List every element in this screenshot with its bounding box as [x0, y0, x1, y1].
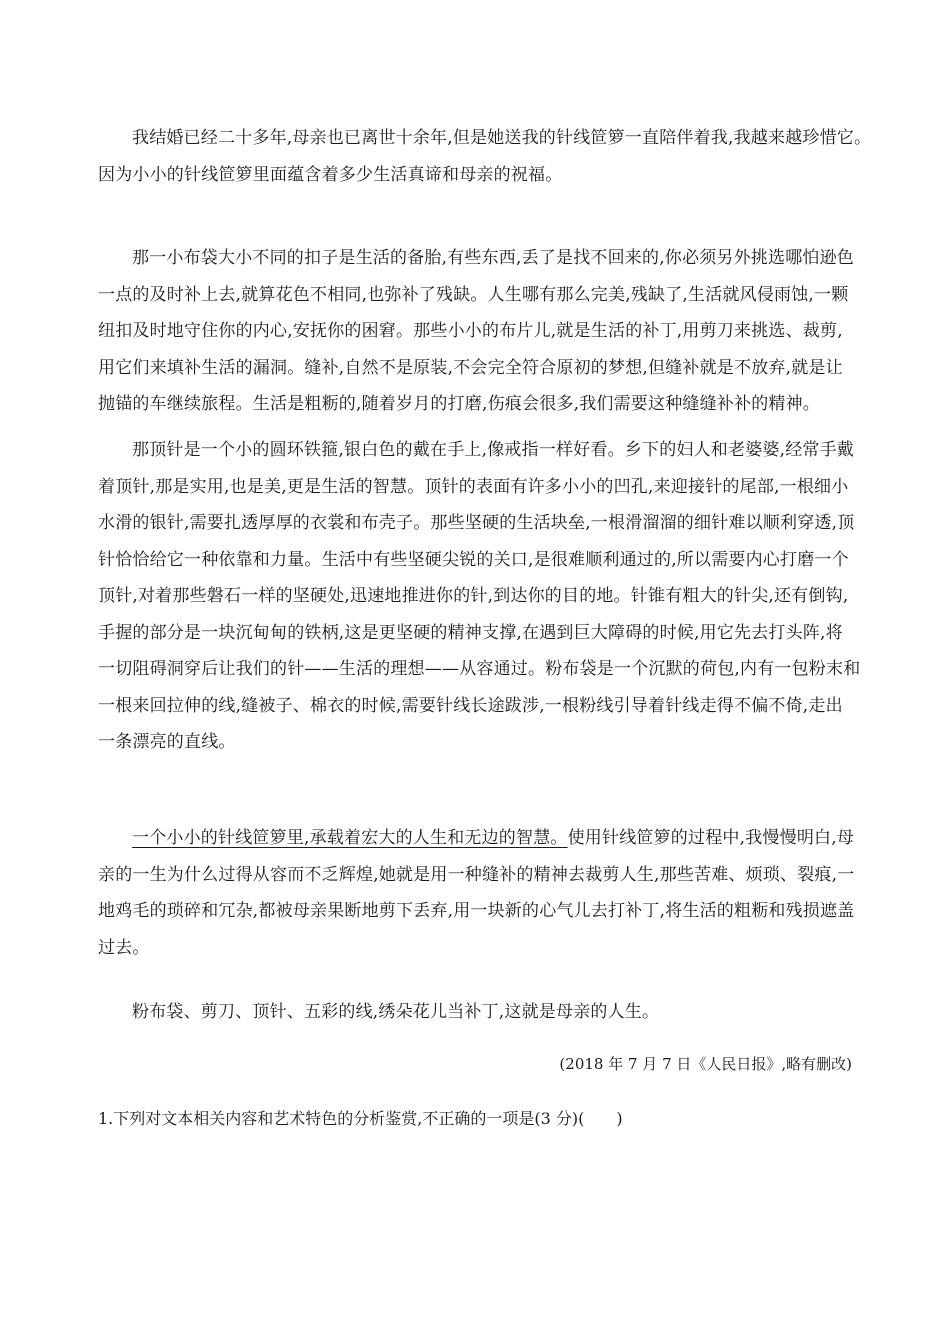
- text-line: 用它们来填补生活的漏洞。缝补,自然不是原装,不会完全符合原初的梦想,但缝补就是不放弃,就是让: [98, 357, 843, 378]
- text-line: 纽扣及时地守住你的内心,安抚你的困窘。那些小小的布片儿,就是生活的补丁,用剪刀来挑选、裁剪,: [98, 321, 843, 341]
- text-line: 那一小布袋大小不同的扣子是生活的备胎,有些东西,丢了是找不回来的,你必须另外挑选哪怕逊色: [132, 248, 855, 268]
- text-line: 亲的一生为什么过得从容而不乏辉煌,她就是用一种缝补的精神去裁剪人生,那些苦难、烦琐、裂痕,一: [98, 864, 855, 885]
- text-line: 针恰恰给它一种依靠和力量。生活中有些坚硬尖锐的关口,是很难顺利通过的,所以需要内心打磨一个: [98, 549, 849, 570]
- text-line: 一根来回拉伸的线,缝被子、棉衣的时候,需要针线长途跋涉,一根粉线引导着针线走得不偏不倚,走出: [98, 695, 843, 716]
- text-line: [98, 820, 858, 857]
- question-1: 1.下列对文本相关内容和艺术特色的分析鉴赏,不正确的一项是(3 分)( ): [98, 1109, 623, 1128]
- text-line: 因为小小的针线笸箩里面蕴含着多少生活真谛和母亲的祝福。: [98, 164, 563, 185]
- text-line: 我结婚已经二十多年,母亲也已离世十余年,但是她送我的针线笸箩一直陪伴着我,我越来越珍惜它。: [132, 128, 872, 148]
- paragraph-5: [98, 994, 858, 1031]
- source-citation: (2018 年 7 月 7 日《人民日报》,略有删改): [559, 1055, 852, 1073]
- paragraph-2: [98, 240, 858, 423]
- text-line: 水滑的银针,需要扎透厚厚的衣裳和布壳子。那些坚硬的生活块垒,一根滑溜溜的细针难以顺利穿透,顶: [98, 513, 855, 533]
- text-line: 一条漂亮的直线。: [98, 732, 236, 752]
- text-line: 顶针,对着那些磐石一样的坚硬处,迅速地推进你的针,到达你的目的地。针锥有粗大的针尖,还有倒钩,: [98, 586, 849, 606]
- paragraph-3: [98, 432, 861, 761]
- text-line: 地鸡毛的琐碎和冗杂,都被母亲果断地剪下丢弃,用一块新的心气儿去打补丁,将生活的粗粝和残损遮盖: [98, 901, 855, 921]
- text-line: 一切阻碍洞穿后让我们的针——生活的理想——从容通过。粉布袋是一个沉默的荷包,内有一包粉末和: [98, 659, 861, 679]
- paragraph-4: [98, 820, 858, 966]
- text-line: 那顶针是一个小的圆环铁箍,银白色的戴在手上,像戒指一样好看。乡下的妇人和老婆婆,经常手戴: [132, 440, 855, 460]
- text-line: 粉布袋、剪刀、顶针、五彩的线,绣朵花儿当补丁,这就是母亲的人生。: [132, 1002, 660, 1022]
- text-line-rest: 使用针线笸箩的过程中,我慢慢明白,母: [567, 828, 855, 848]
- text-line: 过去。: [98, 937, 150, 958]
- paragraph-1: [98, 120, 872, 193]
- text-line: 抛锚的车继续旅程。生活是粗粝的,随着岁月的打磨,伤痕会很多,我们需要这种缝缝补补的精神。: [98, 394, 821, 414]
- text-line: 一点的及时补上去,就算花色不相同,也弥补了残缺。人生哪有那么完美,残缺了,生活就风侵雨蚀,一颗: [98, 284, 849, 305]
- text-line: 手握的部分是一块沉甸甸的铁柄,这是更坚硬的精神支撑,在遇到巨大障碍的时候,用它先去打头阵,将: [98, 622, 843, 643]
- underlined-sentence: 一个小小的针线笸箩里,承载着宏大的人生和无边的智慧。: [132, 828, 568, 848]
- text-line: 着顶针,那是实用,也是美,更是生活的智慧。顶针的表面有许多小小的凹孔,来迎接针的尾部,一根细小: [98, 476, 849, 497]
